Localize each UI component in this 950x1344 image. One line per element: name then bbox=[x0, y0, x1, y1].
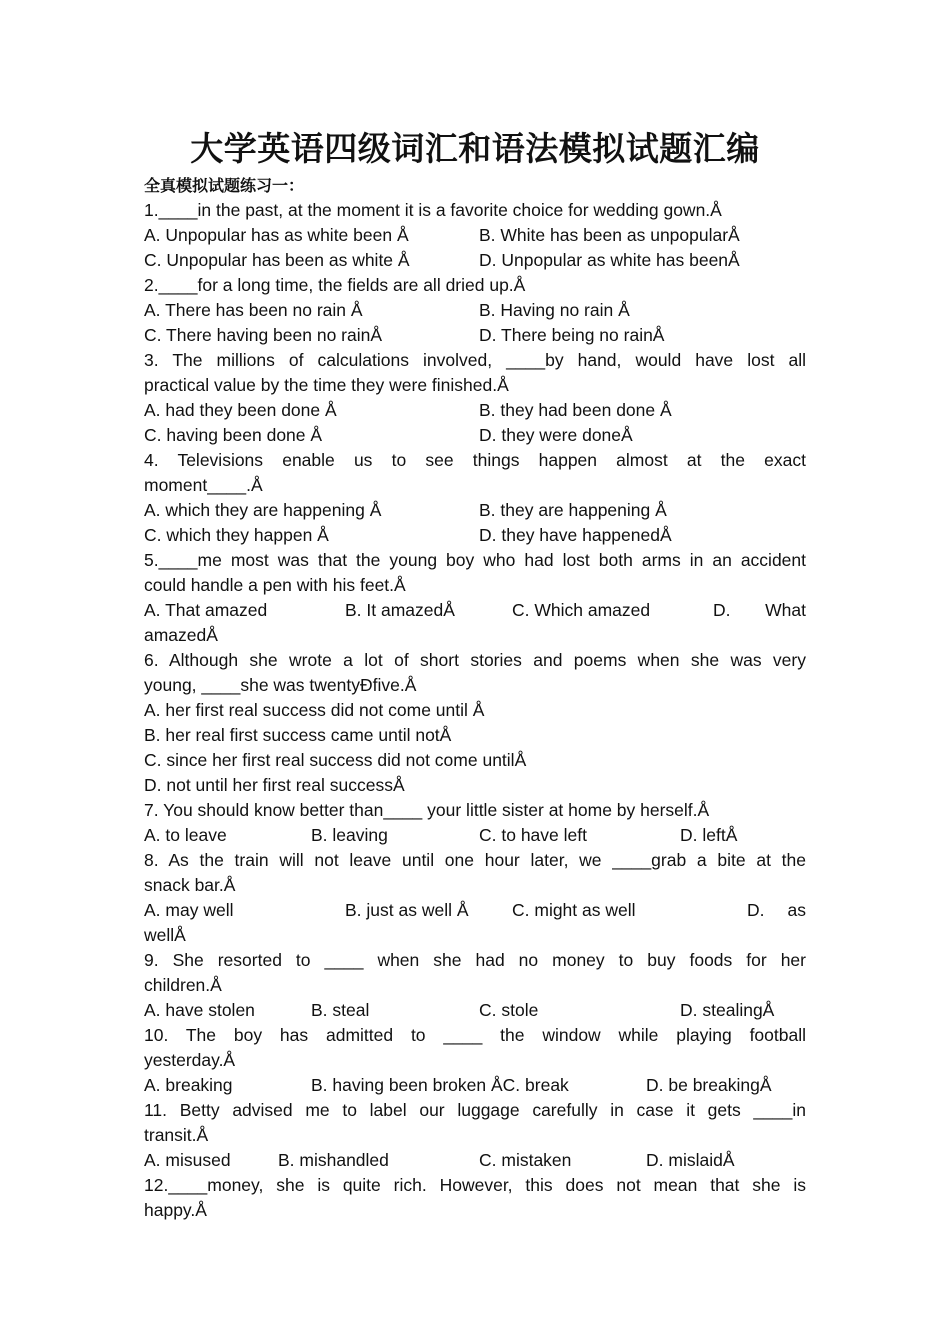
option-d: D. stealingÅ bbox=[680, 1000, 775, 1020]
question-11-options bbox=[144, 1148, 806, 1173]
question-9-stem-line-2: children.Å bbox=[144, 975, 222, 995]
question-12-stem-line-1: 12.____money, she is quite rich. However, this does not mean that she is bbox=[144, 1175, 806, 1195]
option-d-text: as bbox=[787, 900, 806, 920]
option-a: A. There has been no rain Å bbox=[144, 300, 363, 320]
question-9-stem-line-1: 9. She resorted to ____ when she had no money to buy foods for her bbox=[144, 950, 806, 970]
question-5-options bbox=[144, 598, 806, 623]
question-8-stem-line-1: 8. As the train will not leave until one hour later, we ____grab a bite at the bbox=[144, 850, 806, 870]
question-7-stem: 7. You should know better than____ your little sister at home by herself.Å bbox=[144, 800, 710, 820]
option-a: A. may well bbox=[144, 900, 234, 920]
option-b-c: B. having been broken ÅC. break bbox=[311, 1075, 569, 1095]
option-d: D. leftÅ bbox=[680, 825, 738, 845]
option-d: D. not until her first real successÅ bbox=[144, 775, 405, 795]
question-10-stem-line-2: yesterday.Å bbox=[144, 1050, 236, 1070]
option-b: B. her real first success came until notÅ bbox=[144, 725, 452, 745]
section-subtitle: 全真模拟试题练习一： bbox=[144, 176, 305, 195]
question-5-stem-line-2: could handle a pen with his feet.Å bbox=[144, 575, 406, 595]
option-a: A. to leave bbox=[144, 825, 227, 845]
question-list bbox=[144, 198, 806, 1223]
question-8-options bbox=[144, 898, 806, 923]
question-8-option-d-cont: wellÅ bbox=[144, 925, 186, 945]
option-a: A. had they been done Å bbox=[144, 400, 337, 420]
option-d: D. Unpopular as white has beenÅ bbox=[479, 250, 740, 270]
question-9-options bbox=[144, 998, 806, 1023]
question-7-options bbox=[144, 823, 806, 848]
option-a: A. which they are happening Å bbox=[144, 500, 382, 520]
option-a: A. misused bbox=[144, 1150, 231, 1170]
option-c: C. which they happen Å bbox=[144, 525, 329, 545]
option-b: B. steal bbox=[311, 1000, 370, 1020]
question-2-stem: 2.____for a long time, the fields are all dried up.Å bbox=[144, 275, 526, 295]
option-b: B. leaving bbox=[311, 825, 388, 845]
option-b: B. they are happening Å bbox=[479, 500, 667, 520]
option-b: B. they had been done Å bbox=[479, 400, 672, 420]
option-c: C. since her first real success did not come untilÅ bbox=[144, 750, 527, 770]
option-c: C. having been done Å bbox=[144, 425, 323, 445]
option-d-letter: D. bbox=[747, 900, 765, 920]
question-8-stem-line-2: snack bar.Å bbox=[144, 875, 236, 895]
question-2-options-cd bbox=[144, 323, 806, 348]
option-d: D. they have happenedÅ bbox=[479, 525, 672, 545]
question-4-stem-line-2: moment____.Å bbox=[144, 475, 263, 495]
option-a: A. breaking bbox=[144, 1075, 233, 1095]
option-c: C. stole bbox=[479, 1000, 539, 1020]
question-4-options-ab bbox=[144, 498, 806, 523]
option-d: D. be breakingÅ bbox=[646, 1075, 772, 1095]
option-b: B. Having no rain Å bbox=[479, 300, 630, 320]
option-a: A. her first real success did not come until Å bbox=[144, 700, 485, 720]
question-3-stem-line-2: practical value by the time they were finished.Å bbox=[144, 375, 509, 395]
option-d: D. There being no rainÅ bbox=[479, 325, 665, 345]
option-b: B. mishandled bbox=[278, 1150, 389, 1170]
question-6-stem-line-1: 6. Although she wrote a lot of short stories and poems when she was very bbox=[144, 650, 806, 670]
question-5-option-d-cont: amazedÅ bbox=[144, 625, 218, 645]
option-a: A. Unpopular has as white been Å bbox=[144, 225, 409, 245]
option-c: C. There having been no rainÅ bbox=[144, 325, 383, 345]
question-5-stem-line-1: 5.____me most was that the young boy who had lost both arms in an accident bbox=[144, 550, 806, 570]
question-4-options-cd bbox=[144, 523, 806, 548]
option-a: A. That amazed bbox=[144, 600, 268, 620]
question-3-options-ab bbox=[144, 398, 806, 423]
question-3-stem-line-1: 3. The millions of calculations involved, ____by hand, would have lost all bbox=[144, 350, 806, 370]
option-d: D. they were doneÅ bbox=[479, 425, 633, 445]
question-4-stem-line-1: 4. Televisions enable us to see things happen almost at the exact bbox=[144, 450, 806, 470]
question-11-stem-line-1: 11. Betty advised me to label our luggage carefully in case it gets ____in bbox=[144, 1100, 806, 1120]
option-c: C. Unpopular has been as white Å bbox=[144, 250, 410, 270]
option-c: C. might as well bbox=[512, 900, 636, 920]
question-1-options-ab bbox=[144, 223, 806, 248]
option-b: B. It amazedÅ bbox=[345, 600, 455, 620]
option-c: C. mistaken bbox=[479, 1150, 572, 1170]
question-11-stem-line-2: transit.Å bbox=[144, 1125, 209, 1145]
option-d-text: What bbox=[765, 600, 806, 620]
question-1-stem: 1.____in the past, at the moment it is a favorite choice for wedding gown.Å bbox=[144, 200, 722, 220]
question-3-options-cd bbox=[144, 423, 806, 448]
question-10-options bbox=[144, 1073, 806, 1098]
option-c: C. Which amazed bbox=[512, 600, 651, 620]
option-b: B. White has been as unpopularÅ bbox=[479, 225, 740, 245]
option-a: A. have stolen bbox=[144, 1000, 255, 1020]
option-d-letter: D. bbox=[713, 600, 731, 620]
option-c: C. to have left bbox=[479, 825, 587, 845]
option-d: D. mislaidÅ bbox=[646, 1150, 735, 1170]
page-title: 大学英语四级词汇和语法模拟试题汇编 bbox=[190, 129, 760, 168]
question-10-stem-line-1: 10. The boy has admitted to ____ the window while playing football bbox=[144, 1025, 806, 1045]
question-1-options-cd bbox=[144, 248, 806, 273]
question-6-stem-line-2: young, ____she was twentyÐfive.Å bbox=[144, 675, 417, 695]
option-b: B. just as well Å bbox=[345, 900, 469, 920]
question-2-options-ab bbox=[144, 298, 806, 323]
question-12-stem-line-2: happy.Å bbox=[144, 1200, 207, 1220]
